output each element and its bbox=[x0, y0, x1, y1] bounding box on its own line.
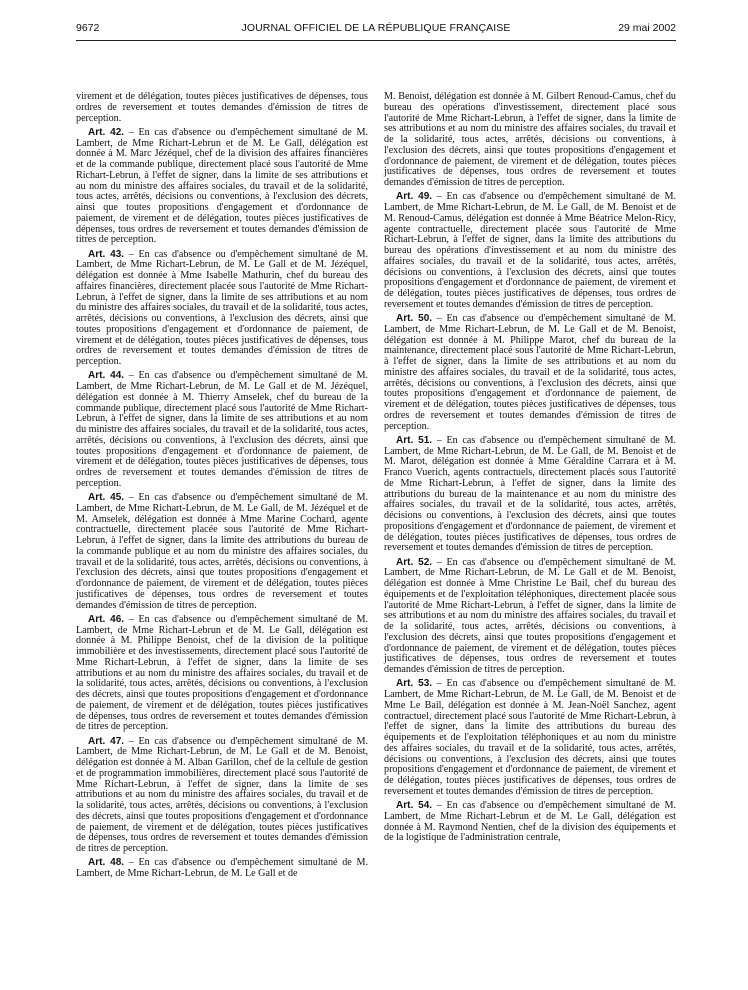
right-column bbox=[384, 92, 676, 848]
article-label: Art. 49. bbox=[396, 191, 433, 203]
article bbox=[384, 679, 676, 797]
paragraph bbox=[384, 92, 676, 189]
article-label: Art. 46. bbox=[88, 613, 125, 625]
article-label: Art. 52. bbox=[396, 556, 433, 568]
article-text: – En cas d'absence ou d'empêchement simultané de M. Lambert, de Mme Richart-Lebrun et de M. Le Gall, délégation est donnée à M. Raymond Nentien, chef de la division des équipements et de la logistique de l'administration centrale, bbox=[384, 800, 676, 844]
article-text: – En cas d'absence ou d'empêchement simultané de M. Lambert, de Mme Richart-Lebrun, de M. Le Gall et de M. Benoist, délégation est donnée à M. Philippe Marot, chef du bureau de la maintenance, directement placé sous l'autorité de Mme Richart-Lebrun, à l'effet de signer, dans la limite de ses attributions et au nom du ministre des affaires sociales, du travail et de la solidarité, tous actes, arrêtés, décisions ou conventions, à l'exclusion des décrets, ainsi que toutes propositions d'engagement et d'ordonnance de paiement, de virement et de délégation, toutes pièces justificatives de dépenses, tous ordres de reversement et toutes demandes d'émission de titres de perception. bbox=[384, 313, 676, 432]
publication-date: 29 mai 2002 bbox=[618, 22, 676, 34]
article bbox=[76, 615, 368, 733]
paragraph bbox=[76, 92, 368, 124]
journal-title: JOURNAL OFFICIEL DE LA RÉPUBLIQUE FRANÇAISE bbox=[241, 22, 511, 34]
article-text: – En cas d'absence ou d'empêchement simultané de M. Lambert, de Mme Richart-Lebrun, de M. Le Gall et de M. Jézéquel, délégation est donnée à M. Thierry Amselek, chef du bureau de la commande publique, directement placé sous l'autorité de Mme Richart-Lebrun, à l'effet de signer, dans la limite de ses attributions et au nom du ministre des affaires sociales, du travail et de la solidarité, tous actes, arrêtés, décisions ou conventions, à l'exclusion des décrets, ainsi que toutes propositions d'engagement et d'ordonnance de paiement, de virement et de délégation, toutes pièces justificatives de dépenses, tous ordres de reversement et toutes demandes d'émission de titres de perception. bbox=[76, 370, 368, 489]
paragraph-text: virement et de délégation, toutes pièces justificatives de dépenses, tous ordres de reversement et toutes demandes d'émission de titres de perception. bbox=[76, 91, 368, 124]
article-label: Art. 51. bbox=[396, 434, 433, 446]
page-header bbox=[76, 22, 676, 38]
article bbox=[76, 371, 368, 489]
article-label: Art. 45. bbox=[88, 492, 125, 503]
article-text: – En cas d'absence ou d'empêchement simultané de M. Lambert, de Mme Richart-Lebrun, de M. Le Gall, de M. Jézéquel et de M. Amselek, délégation est donnée à Mme Marine Cochard, agente contractuelle, directement placée sous l'autorité de Mme Richart-Lebrun, à l'effet de signer, dans la limite des attributions du bureau de la commande publique et au nom du ministre des affaires sociales, du travail et de la solidarité, tous actes, arrêtés, décisions ou conventions, à l'exclusion des décrets, ainsi que toutes propositions d'engagement et d'ordonnance de paiement, de virement et de délégation, toutes pièces justificatives de dépenses, tous ordres de reversement et toutes demandes d'émission de titres de perception. bbox=[76, 492, 368, 611]
article bbox=[384, 192, 676, 310]
article bbox=[76, 250, 368, 368]
article bbox=[384, 801, 676, 844]
article-text: – En cas d'absence ou d'empêchement simultané de M. Lambert, de Mme Richart-Lebrun, de M. Le Gall, de M. Benoist et de Mme Le Bail, délégation est donnée à M. Jean-Noël Sanchez, agent contractuel, directement placé sous l'autorité de Mme Richart-Lebrun, à l'effet de signer, dans la limite des attributions du bureau des équipements et de l'exploitation téléphoniques et au nom du ministre des affaires sociales, du travail et de la solidarité, tous actes, arrêtés, décisions ou conventions, à l'exclusion des décrets, ainsi que toutes propositions d'engagement et d'ordonnance de paiement, de virement et de délégation, toutes pièces justificatives de dépenses, tous ordres de reversement et toutes demandes d'émission de titres de perception. bbox=[384, 678, 676, 797]
article-label: Art. 43. bbox=[88, 248, 125, 260]
article-text: – En cas d'absence ou d'empêchement simultané de M. Lambert, de Mme Richart-Lebrun et de M. Le Gall, délégation est donnée à M. Philippe Benoist, chef de la division de la politique immobilière et des investissements, directement placé sous l'autorité de Mme Richart-Lebrun, à l'effet de signer, dans la limite de ses attributions et au nom du ministre des affaires sociales, du travail et de la solidarité, tous actes, arrêtés, décisions ou conventions, à l'exclusion des décrets, ainsi que toutes propositions d'engagement et d'ordonnance de paiement, de virement et de délégation, toutes pièces justificatives de dépenses, tous ordres de reversement et toutes demandes d'émission de titres de perception. bbox=[76, 613, 368, 733]
article bbox=[384, 314, 676, 432]
article-label: Art. 50. bbox=[396, 313, 433, 324]
article bbox=[76, 493, 368, 611]
article bbox=[76, 858, 368, 880]
article-text: – En cas d'absence ou d'empêchement simultané de M. Lambert, de Mme Richart-Lebrun, de M. Le Gall, de M. Benoist et de M. Marot, délégation est donnée à Mme Géraldine Carrara et à M. Franco Vuerich, agents contractuels, directement placés sous l'autorité de Mme Richart-Lebrun, à l'effet de signer, dans la limite des attributions du bureau de la maintenance et au nom du ministre des affaires sociales, du travail et de la solidarité, tous actes, arrêtés, décisions ou conventions, à l'exclusion des décrets, ainsi que toutes propositions d'engagement et d'ordonnance de paiement, de virement et de délégation, toutes pièces justificatives de dépenses, tous ordres de reversement et toutes demandes d'émission de titres de perception. bbox=[384, 434, 676, 554]
article-text: – En cas d'absence ou d'empêchement simultané de M. Lambert, de Mme Richart-Lebrun, de M. Le Gall, de M. Benoist et de M. Renoud-Camus, délégation est donnée à Mme Béatrice Melon-Ricy, agente contractuelle, directement placée sous l'autorité de Mme Richart-Lebrun, à l'effet de signer, dans la limite des attributions du bureau des opérations d'investissement et au nom du ministre des affaires sociales, du travail et de la solidarité, tous actes, arrêtés, décisions ou conventions, à l'exclusion des décrets, ainsi que toutes propositions d'engagement et d'ordonnance de paiement, de virement et de délégation, toutes pièces justificatives de dépenses, tous ordres de reversement et toutes demandes d'émission de titres de perception. bbox=[384, 191, 676, 310]
article-text: – En cas d'absence ou d'empêchement simultané de M. Lambert, de Mme Richart-Lebrun, de M. Le Gall et de M. Jézéquel, délégation est donnée à Mme Isabelle Mathurin, chef du bureau des affaires financières, directement placée sous l'autorité de Mme Richart-Lebrun, à l'effet de signer, dans la limite de ses attributions et au nom du ministre des affaires sociales, du travail et de la solidarité, tous actes, arrêtés, décisions ou conventions, à l'exclusion des décrets, ainsi que toutes propositions d'engagement et d'ordonnance de paiement, de virement et de délégation, toutes pièces justificatives de dépenses, tous ordres de reversement et toutes demandes d'émission de titres de perception. bbox=[76, 248, 368, 367]
article-text: – En cas d'absence ou d'empêchement simultané de M. Lambert, de Mme Richart-Lebrun, de M. Le Gall et de M. Benoist, délégation est donnée à M. Alban Garillon, chef de la cellule de gestion et de programmation immobilières, directement placé sous l'autorité de Mme Richart-Lebrun, à l'effet de signer, dans la limite de ses attributions et au nom du ministre des affaires sociales, du travail et de la solidarité, tous actes, arrêtés, décisions ou conventions, à l'exclusion des décrets, ainsi que toutes propositions d'engagement et d'ordonnance de paiement, de virement et de délégation, toutes pièces justificatives de dépenses, tous ordres de reversement et toutes demandes d'émission de titres de perception. bbox=[76, 735, 368, 854]
page-number: 9672 bbox=[76, 22, 100, 34]
article-label: Art. 44. bbox=[88, 370, 125, 382]
article bbox=[76, 737, 368, 855]
left-column bbox=[76, 92, 368, 883]
article-label: Art. 54. bbox=[396, 800, 433, 811]
article bbox=[384, 558, 676, 676]
article-label: Art. 47. bbox=[88, 735, 125, 747]
article-text: – En cas d'absence ou d'empêchement simultané de M. Lambert, de Mme Richart-Lebrun, de M. Le Gall et de M. Benoist, délégation est donnée à Mme Christine Le Bail, chef du bureau des équipements et de l'exploitation téléphoniques, directement placée sous l'autorité de Mme Richart-Lebrun, à l'effet de signer, dans la limite de ses attributions et au nom du ministre des affaires sociales, du travail et de la solidarité, tous actes, arrêtés, décisions ou conventions, à l'exclusion des décrets, ainsi que toutes propositions d'engagement et d'ordonnance de paiement, de virement et de délégation, toutes pièces justificatives de dépenses, tous ordres de reversement et toutes demandes d'émission de titres de perception. bbox=[384, 556, 676, 675]
article-text: – En cas d'absence ou d'empêchement simultané de M. Lambert, de Mme Richart-Lebrun et de M. Le Gall, délégation est donnée à M. Marc Jézéquel, chef de la division des affaires financières et de la commande publique, directement placé sous l'autorité de Mme Richart-Lebrun, à l'effet de signer, dans la limite de ses attributions et au nom du ministre des affaires sociales, du travail et de la solidarité, tous actes, arrêtés, décisions ou conventions, à l'exclusion des décrets, ainsi que toutes propositions d'engagement et d'ordonnance de paiement, de virement et de délégation, toutes pièces justificatives de dépenses, tous ordres de reversement et toutes demandes d'émission de titres de perception. bbox=[76, 126, 368, 246]
article bbox=[76, 128, 368, 246]
article-text: – En cas d'absence ou d'empêchement simultané de M. Lambert, de Mme Richart-Lebrun, de M. Le Gall et de bbox=[76, 857, 368, 879]
article-label: Art. 53. bbox=[396, 678, 433, 690]
header-rule bbox=[76, 40, 676, 41]
paragraph-text: M. Benoist, délégation est donnée à M. Gilbert Renoud-Camus, chef du bureau des opérations d'investissement, directement placé sous l'autorité de Mme Richart-Lebrun, à l'effet de signer, dans la limite de ses attributions et au nom du ministre des affaires sociales, du travail et de la solidarité, tous actes, arrêtés, décisions ou conventions, à l'exclusion des décrets, ainsi que toutes propositions d'engagement et d'ordonnance de paiement, de virement et de délégation, toutes pièces justificatives de dépenses, tous ordres de reversement et toutes demandes d'émission de titres de perception. bbox=[384, 91, 676, 188]
article bbox=[384, 436, 676, 554]
article-label: Art. 48. bbox=[88, 857, 125, 869]
article-label: Art. 42. bbox=[88, 126, 125, 138]
